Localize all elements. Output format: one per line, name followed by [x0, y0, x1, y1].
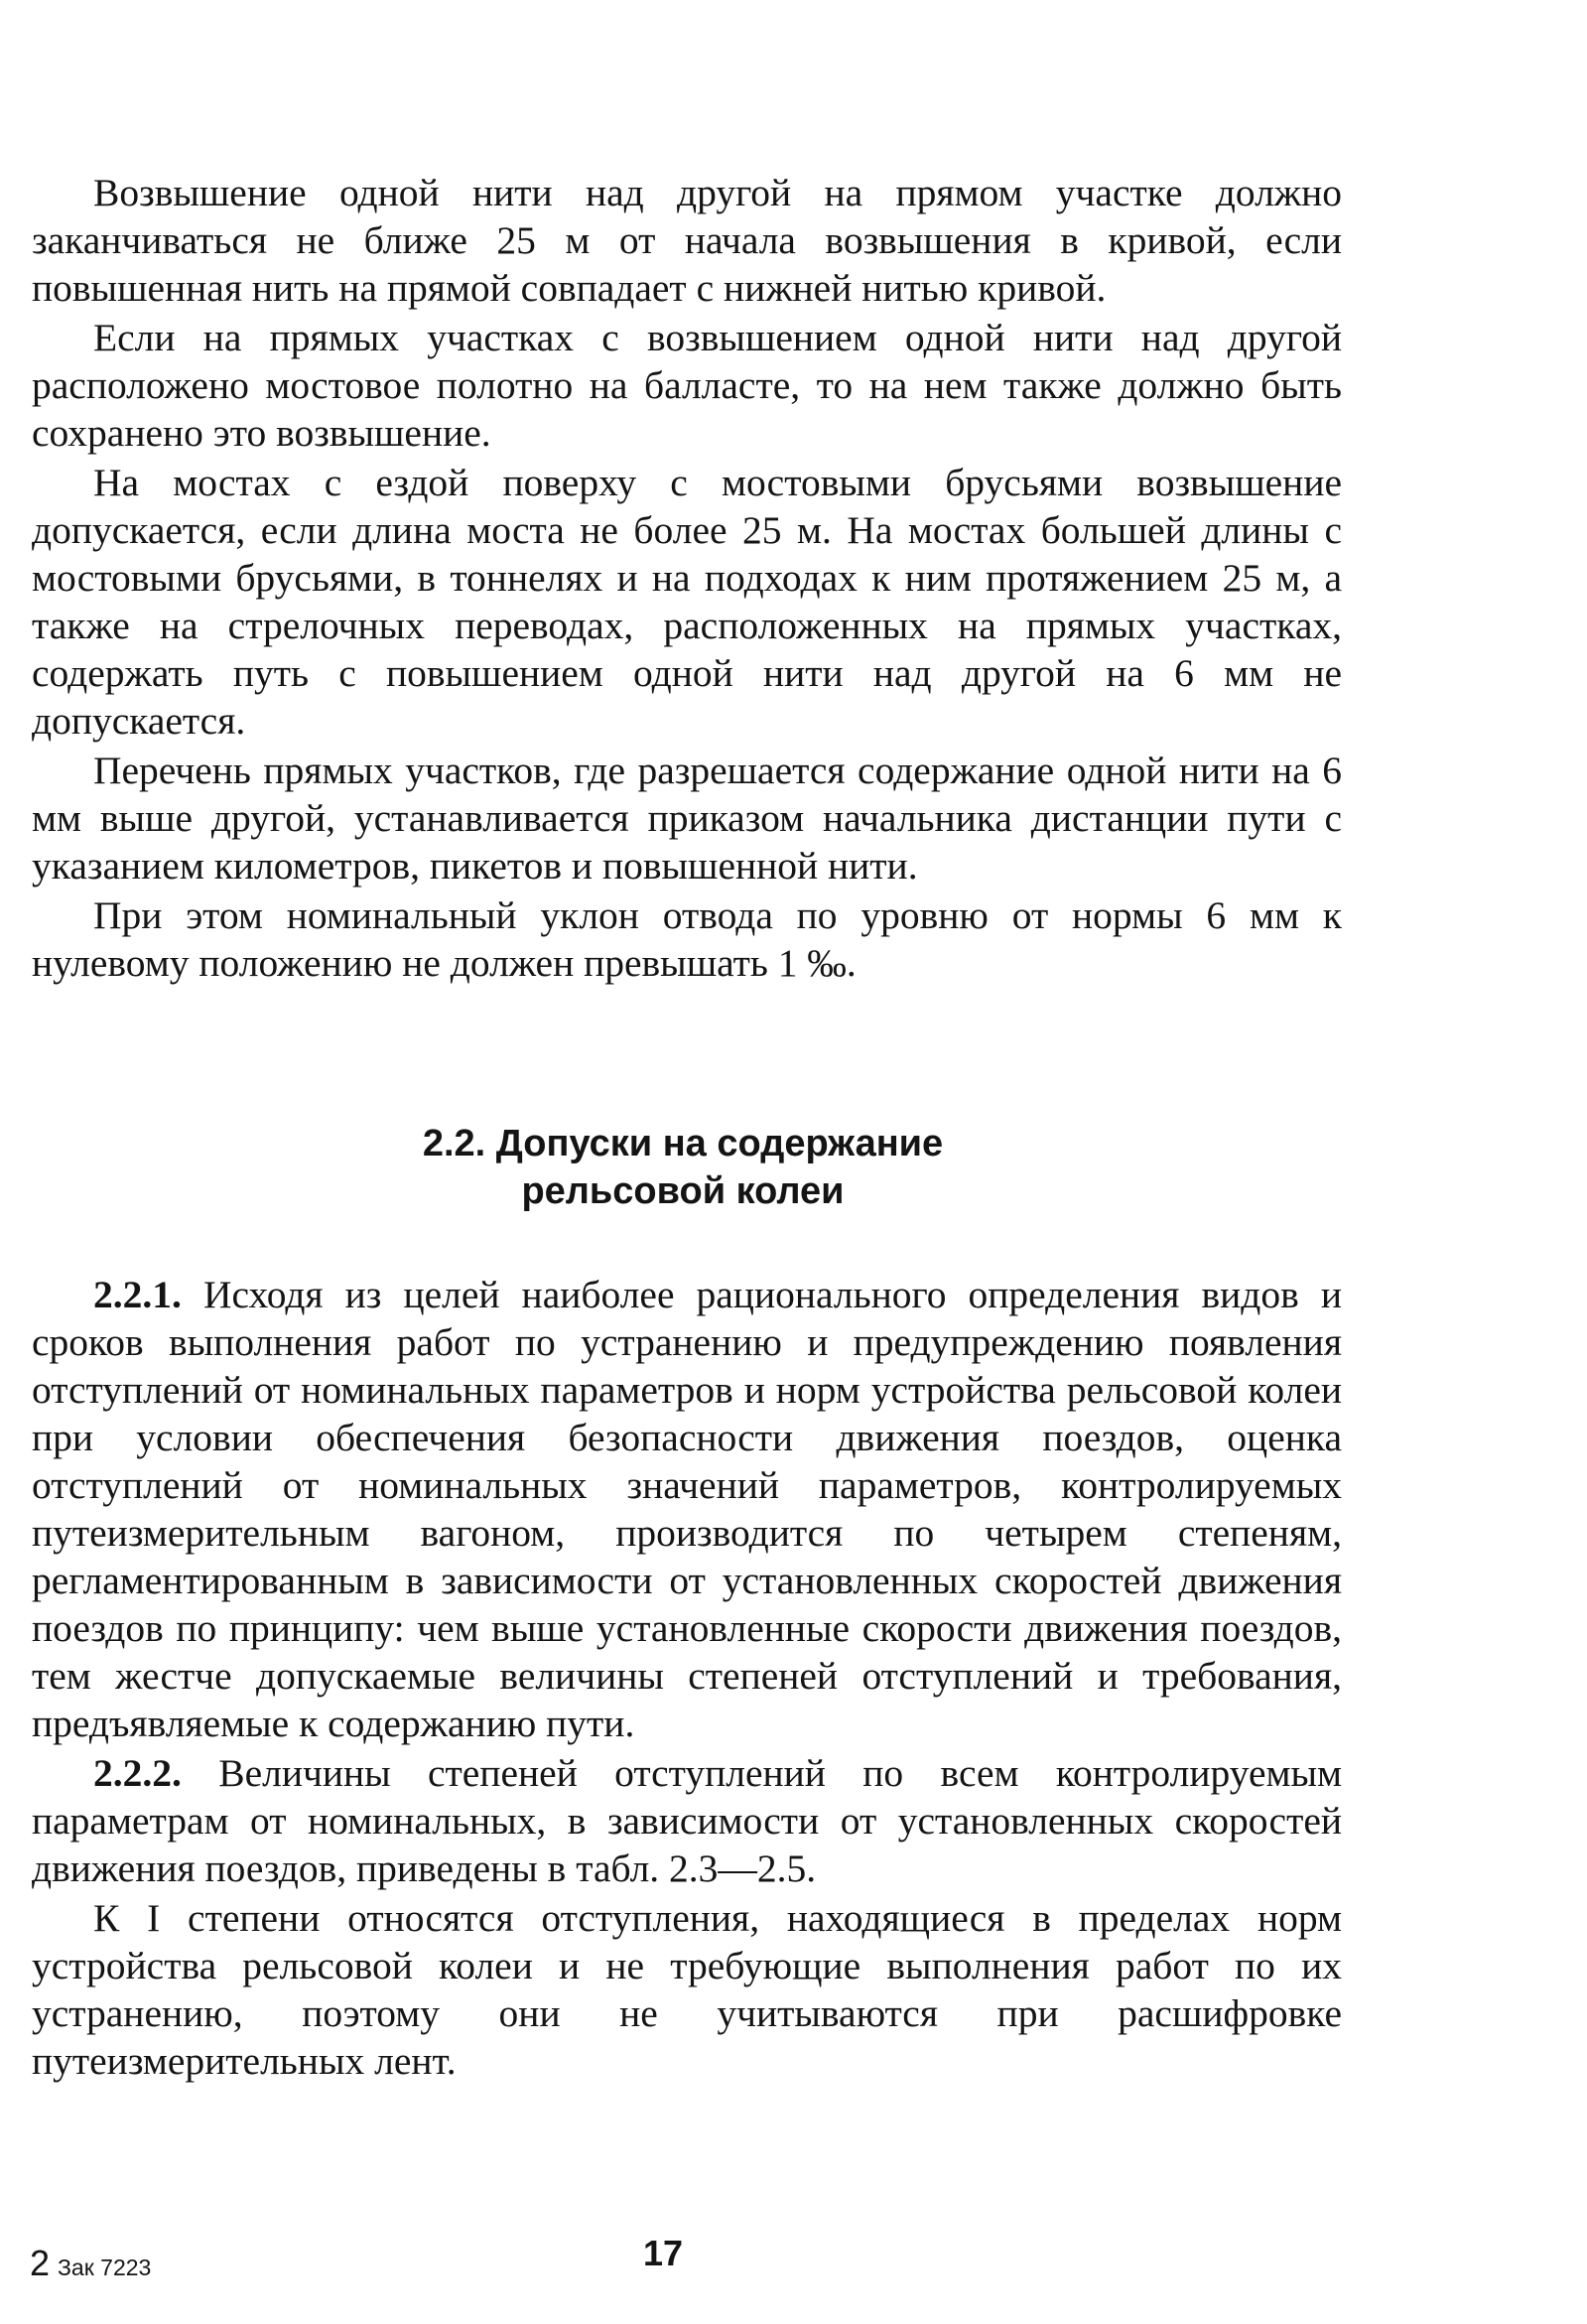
footer-print-mark — [30, 2244, 151, 2287]
paragraph-first-degree: К I степени относятся отступления, находящиеся в пределах норм устройства рельсовой колеи и не требующие выполнения работ по их устранению, поэтому они не учитываются при расшифровке путеизмерительных лент. — [32, 1896, 1342, 2083]
paragraph-list-of-sections: Перечень прямых участков, где разрешается содержание одной нити на 6 мм выше другой, устанавливается приказом начальника дистанции пути с указанием километров, пикетов и повышенной нити. — [32, 749, 1342, 888]
section-heading — [0, 1120, 1366, 1215]
paragraph-2-2-2 — [32, 1749, 1342, 1892]
main-section — [32, 1271, 1342, 2087]
clause-text-2-2-2: Величины степеней отступлений по всем контролируемым параметрам от номинальных, в зависимости от установленных скоростей движения поездов, приведены в табл. 2.3—2.5. — [32, 1751, 1343, 1890]
paragraph-bridges-tunnels: На мостах с ездой поверху с мостовыми брусьями возвышение допускается, если длина моста не более 25 м. На мостах большей длины с мостовыми брусьями, в тоннелях и на подходах к ним протяжением 25 м, а также на стрелочных переводах, расположенных на прямых участках, содержать путь с повышением одной нити над другой на 6 мм не допускается. — [32, 461, 1342, 743]
clause-text-2-2-1: Исходя из целей наиболее рационального определения видов и сроков выполнения работ по устранению и предупреждению появления отступлений от номинальных параметров и норм устройства рельсовой колеи при условии обеспечения безопасности движения поездов, оценка отступлений от номинальных значений параметров, контролируемых путеизмерительным вагоном, производится по четырем степеням, регламентированным в зависимости от установленных скоростей движения поездов по принципу: чем выше установленные скорости движения поездов, тем жестче допускаемые величины степеней отступлений и требования, предъявляемые к содержанию пути. — [32, 1273, 1343, 1745]
paragraph-ballast-bridge: Если на прямых участках с возвышением одной нити над другой расположено мостовое полотно на балласте, то на нем также должно быть сохранено это возвышение. — [32, 316, 1342, 455]
order-number: Зак 7223 — [58, 2255, 152, 2280]
paragraph-elevation-on-straight: Возвышение одной нити над другой на прямом участке должно заканчиваться не ближе 25 м от начала возвышения в кривой, если повышенная нить на прямой совпадает с нижней нитью кривой. — [32, 171, 1342, 310]
intro-section — [32, 169, 1342, 989]
paragraph-slope-limit: При этом номинальный уклон отвода по уровню от нормы 6 мм к нулевому положению не должен превышать 1 ‰. — [32, 893, 1342, 985]
signature-number: 2 — [30, 2243, 51, 2283]
page-number: 17 — [643, 2233, 684, 2273]
paragraph-2-2-1 — [32, 1271, 1342, 1747]
section-heading-line-2: рельсовой колеи — [521, 1170, 845, 1212]
clause-number-2-2-2: 2.2.2. — [93, 1751, 182, 1795]
clause-number-2-2-1: 2.2.1. — [93, 1273, 182, 1316]
section-heading-line-1: 2.2. Допуски на содержание — [422, 1123, 944, 1164]
